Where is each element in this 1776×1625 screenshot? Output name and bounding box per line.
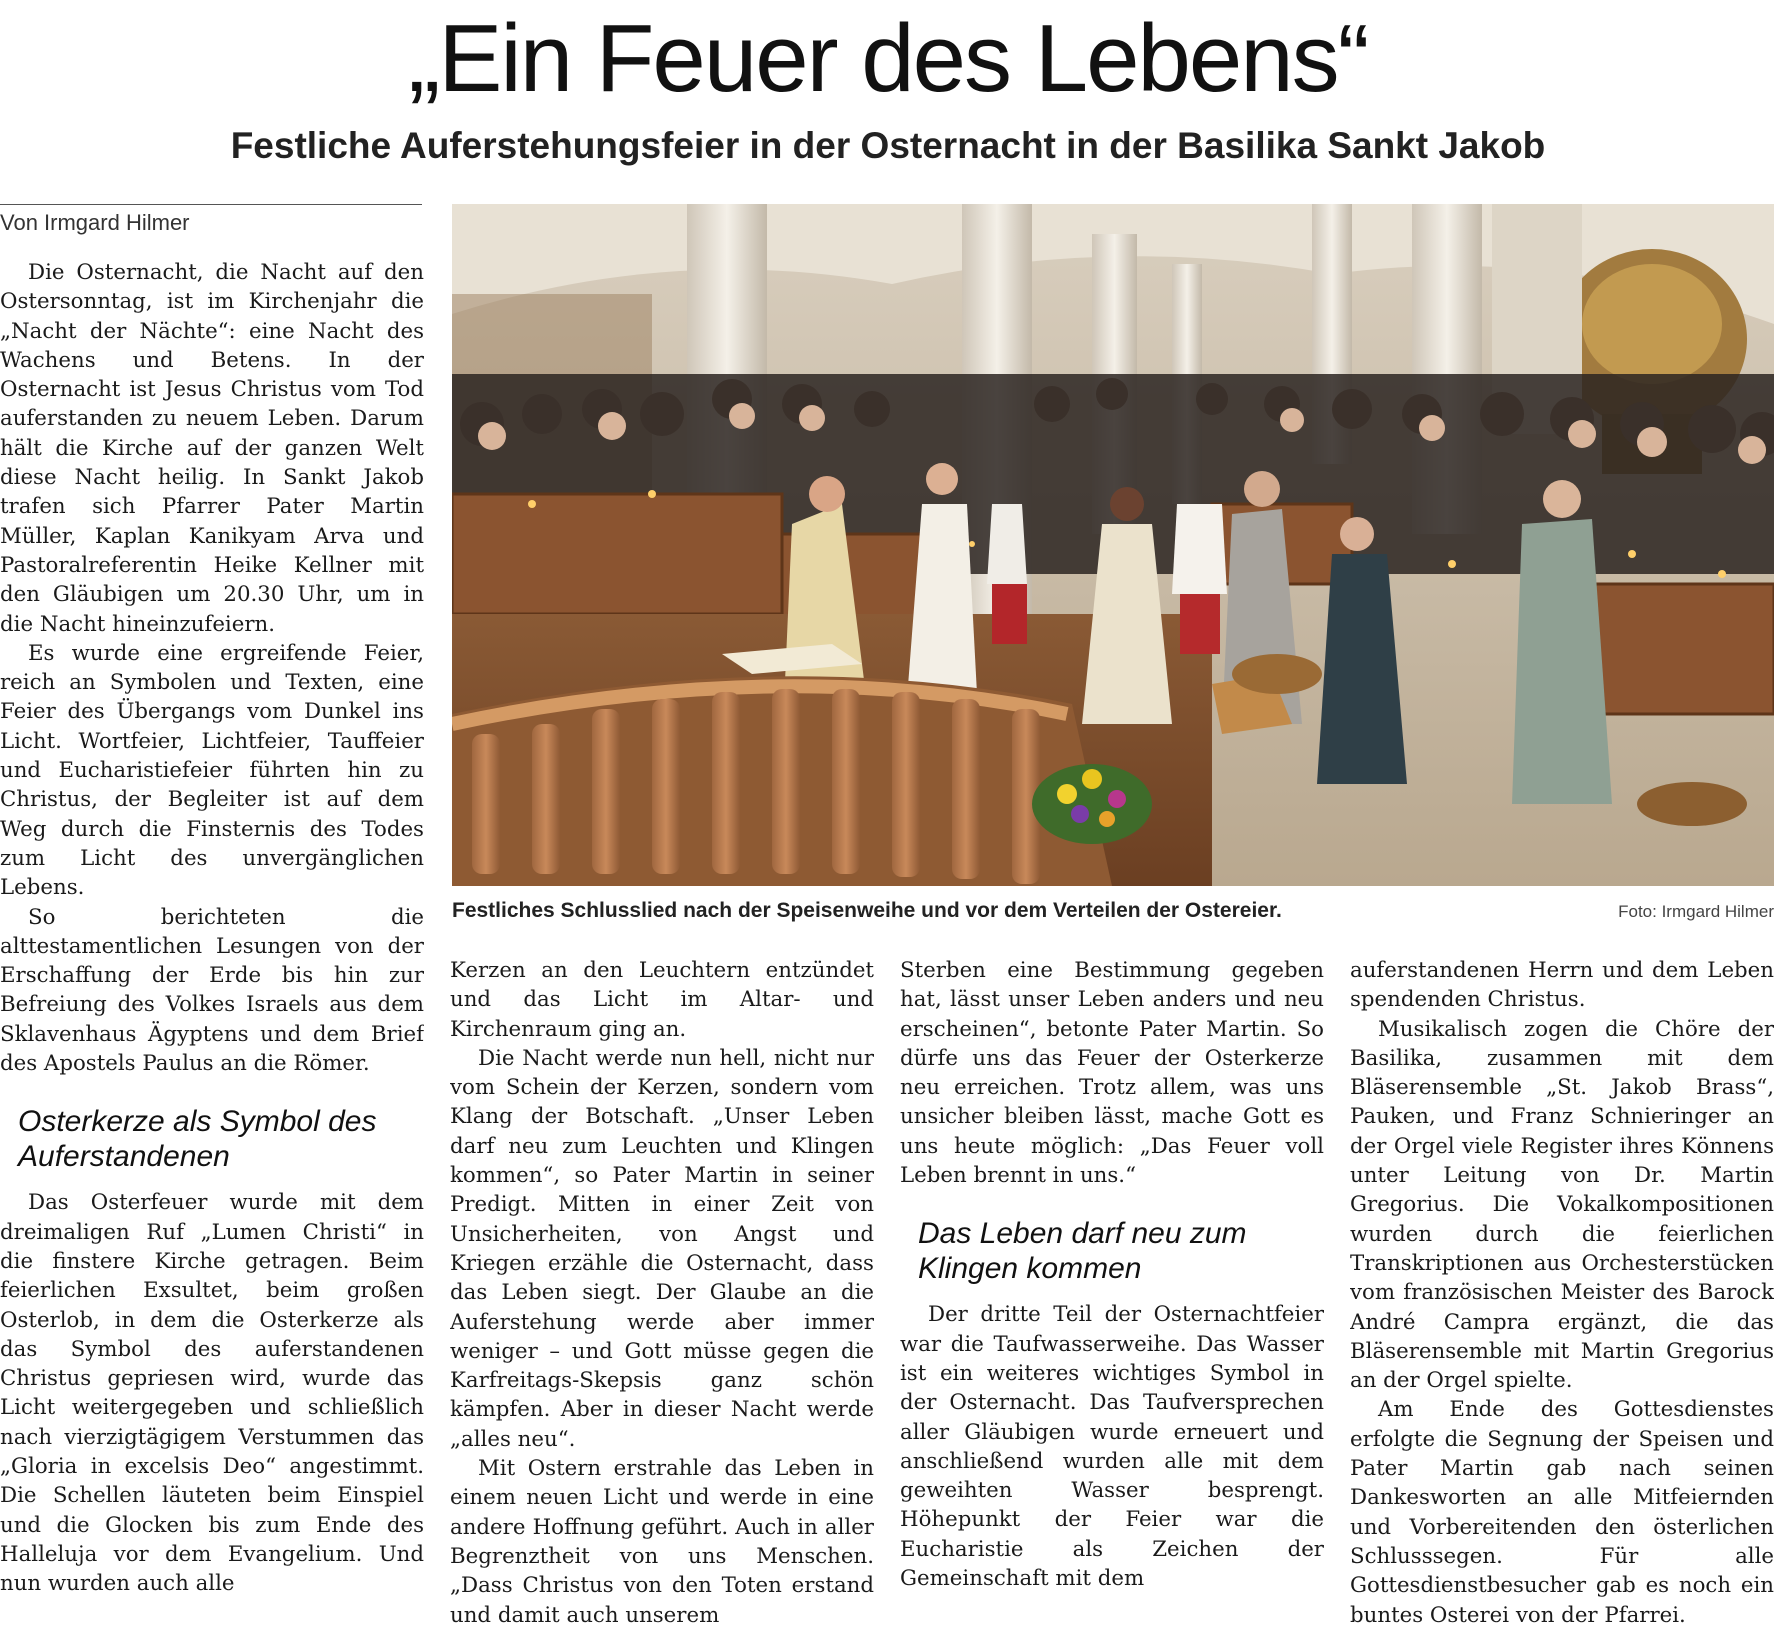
article-column-3 xyxy=(900,956,1324,1625)
photo-credit: Foto: Irmgard Hilmer xyxy=(1618,902,1774,921)
paragraph: auferstandenen Herrn und dem Leben spendenden Christus. xyxy=(1350,958,1774,1013)
byline: Von Irmgard Hilmer xyxy=(0,210,190,235)
section-heading: Osterkerze als Symbol des Auferstandenen xyxy=(18,1105,377,1174)
paragraph: Das Osterfeuer wurde mit dem dreimaligen Ruf „Lumen Christi“ in die finstere Kirche getragen. Beim feierlichen Exsultet, beim großen Osterlob, in dem die Osterkerze als das Symbol des auferstandenen Christus gepriesen wird, wurde das Licht weitergegeben und schließlich nach vierzigtägigem Verstummen das „Gloria in excelsis Deo“ angestimmt. Die Schellen läuteten beim Einspiel und die Glocken bis zum Ende des Halleluja vor dem Evangelium. Und nun wurden auch alle xyxy=(0,1190,424,1597)
paragraph: So berichteten die alttestamentlichen Lesungen von der Erschaffung der Erde bis hin zur Befreiung des Volkes Israels aus dem Sklavenhaus Ägyptens und dem Brief des Apostels Paulus an die Römer. xyxy=(0,904,424,1077)
subheadline: Festliche Auferstehungsfeier in der Osternacht in der Basilika Sankt Jakob xyxy=(230,125,1546,166)
paragraph: Am Ende des Gottesdienstes erfolgte die Segnung der Speisen und Pater Martin gab nach seinen Dankesworten an alle Mitfeiernden und Vorbereitenden den österlichen Schlusssegen. Für alle Gottesdienstbesucher gab es noch ein buntes Osterei von der Pfarrei. xyxy=(1350,1397,1774,1625)
article-column-2 xyxy=(450,956,874,1625)
article-column-4 xyxy=(1350,956,1774,1625)
paragraph: Die Osternacht, die Nacht auf den Ostersonntag, ist im Kirchenjahr die „Nacht der Nächte“: eine Nacht des Wachens und Betens. In der Osternacht ist Jesus Christus vom Tod auferstanden zu neuem Leben. Darum hält die Kirche auf der ganzen Welt diese Nacht heilig. In Sankt Jakob trafen sich Pfarrer Pater Martin Müller, Kaplan Kanikyam Arva und Pastoralreferentin Heike Kellner mit den Gläubigen um 20.30 Uhr, um in die Nacht hineinzufeiern. xyxy=(0,260,424,637)
paragraph: Sterben eine Bestimmung gegeben hat, lässt unser Leben anders und neu erscheinen“, betonte Pater Martin. So dürfe uns das Feuer der Osterkerze neu erreichen. Trotz allem, was uns unsicher bleiben lässt, mache Gott es uns heute möglich: „Das Feuer voll Leben brennt in uns.“ xyxy=(900,958,1324,1189)
paragraph: Kerzen an den Leuchtern entzündet und das Licht im Altar- und Kirchenraum ging an. xyxy=(450,958,874,1042)
paragraph: Mit Ostern erstrahle das Leben in einem neuen Licht und werde in eine andere Hoffnung geführt. Auch in aller Begrenztheit von uns Menschen. „Dass Christus von den Toten erstand und damit auch unserem xyxy=(450,1456,874,1625)
headline: „Ein Feuer des Lebens“ xyxy=(408,5,1368,112)
paragraph: Die Nacht werde nun hell, nicht nur vom Schein der Kerzen, sondern vom Klang der Botschaft. „Unser Leben darf neu zum Leuchten und Klingen kommen“, so Pater Martin in seiner Predigt. Mitten in einer Zeit von Unsicherheiten, von Angst und Kriegen erzähle die Osternacht, dass das Leben siegt. Der Glaube an die Auferstehung werde aber immer weniger – und Gott müsse gegen die Karfreitags-Skepsis ganz schön kämpfen. Aber in dieser Nacht werde „alles neu“. xyxy=(450,1045,874,1452)
church-photo xyxy=(452,204,1774,886)
paragraph: Musikalisch zogen die Chöre der Basilika, zusammen mit dem Bläserensemble „St. Jakob Brass“, Pauken, und Franz Schnieringer an der Orgel viele Register ihres Könnens unter Leitung von Dr. Martin Gregorius. Die Vokalkompositionen wurden durch die feierlichen Transkriptionen aus Orchesterstücken vom französischen Meister des Barock André Campra ergänzt, die das Bläserensemble mit Martin Gregorius an der Orgel spielte. xyxy=(1350,1016,1774,1394)
byline-divider xyxy=(0,204,422,205)
photo-caption: Festliches Schlusslied nach der Speisenweihe und vor dem Verteilen der Ostereier. xyxy=(452,899,1282,922)
article-column-1 xyxy=(0,258,424,1625)
paragraph: Der dritte Teil der Osternachtfeier war die Taufwasserweihe. Das Wasser ist ein weiteres wichtiges Symbol in der Osternacht. Das Taufversprechen aller Gläubigen wurde erneuert und anschließend wurden alle mit dem geweihten Wasser besprengt. Höhepunkt der Feier war die Eucharistie als Zeichen der Gemeinschaft mit dem xyxy=(900,1302,1324,1592)
paragraph: Es wurde eine ergreifende Feier, reich an Symbolen und Texten, eine Feier des Übergangs vom Dunkel ins Licht. Wortfeier, Lichtfeier, Tauffeier und Eucharistiefeier führten hin zu Christus, der Begleiter ist auf dem Weg durch die Finsternis des Todes zum Licht des unvergänglichen Lebens. xyxy=(0,640,424,901)
easter-vigil-basilica-photo xyxy=(452,204,1774,886)
section-heading: Das Leben darf neu zum Klingen kommen xyxy=(918,1217,1247,1286)
